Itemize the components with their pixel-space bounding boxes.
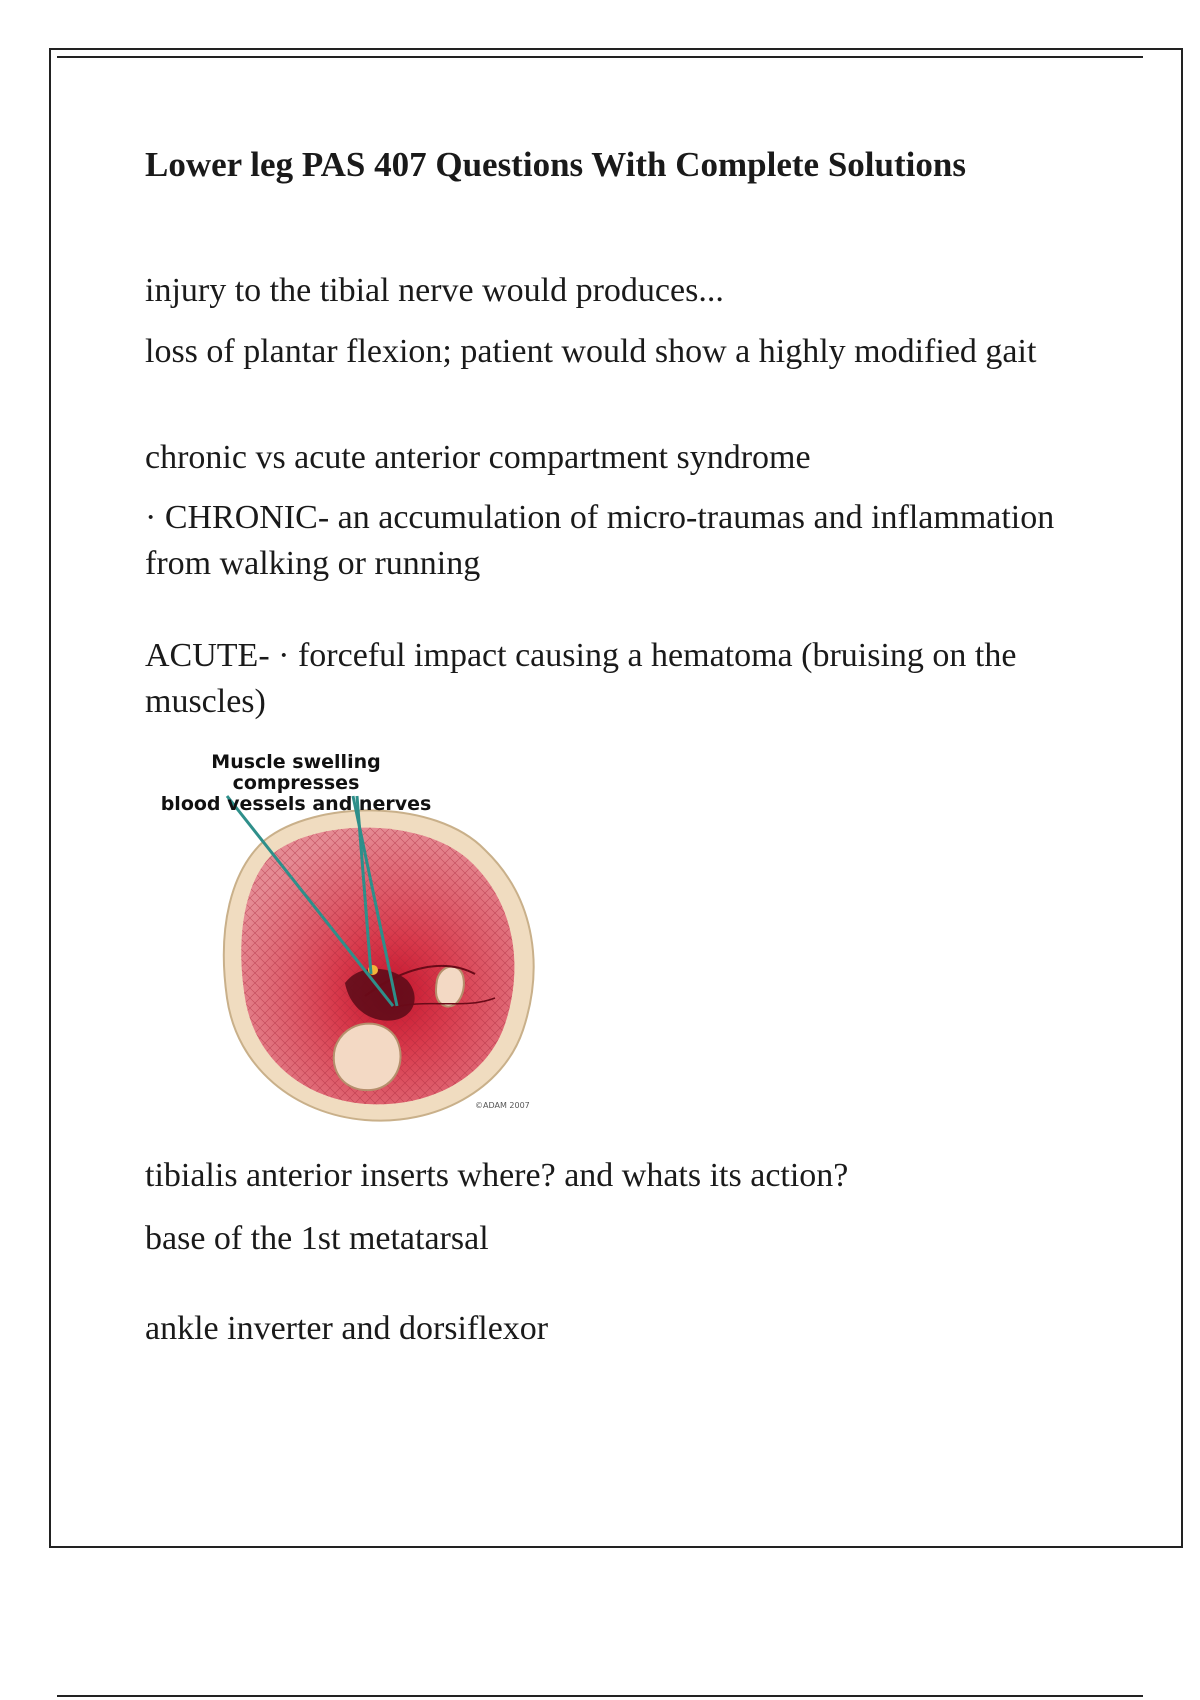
illustration-caption bbox=[151, 752, 441, 815]
top-rule bbox=[57, 56, 1143, 58]
answer-text: base of the 1st metatarsal bbox=[145, 1220, 489, 1257]
answer-text: · CHRONIC- an accumulation of micro-traumas and inflammation from walking or running bbox=[145, 499, 1055, 582]
answer-text: loss of plantar flexion; patient would show a highly modified gait bbox=[145, 333, 1037, 370]
document-title: Lower leg PAS 407 Questions With Complete Solutions bbox=[145, 145, 966, 184]
illustration-credit: ©ADAM 2007 bbox=[475, 1101, 530, 1110]
bottom-rule bbox=[57, 1695, 1143, 1697]
compartment-syndrome-illustration bbox=[145, 748, 545, 1128]
caption-line: Muscle swelling compresses bbox=[211, 751, 381, 794]
caption-line: blood vessels and nerves bbox=[160, 793, 432, 815]
answer-text: ACUTE- · forceful impact causing a hematoma (bruising on the muscles) bbox=[145, 637, 1017, 720]
question-text: tibialis anterior inserts where? and whats its action? bbox=[145, 1157, 849, 1194]
question-text: chronic vs acute anterior compartment syndrome bbox=[145, 439, 811, 476]
answer-text: ankle inverter and dorsiflexor bbox=[145, 1310, 549, 1347]
question-text: injury to the tibial nerve would produces... bbox=[145, 272, 724, 309]
